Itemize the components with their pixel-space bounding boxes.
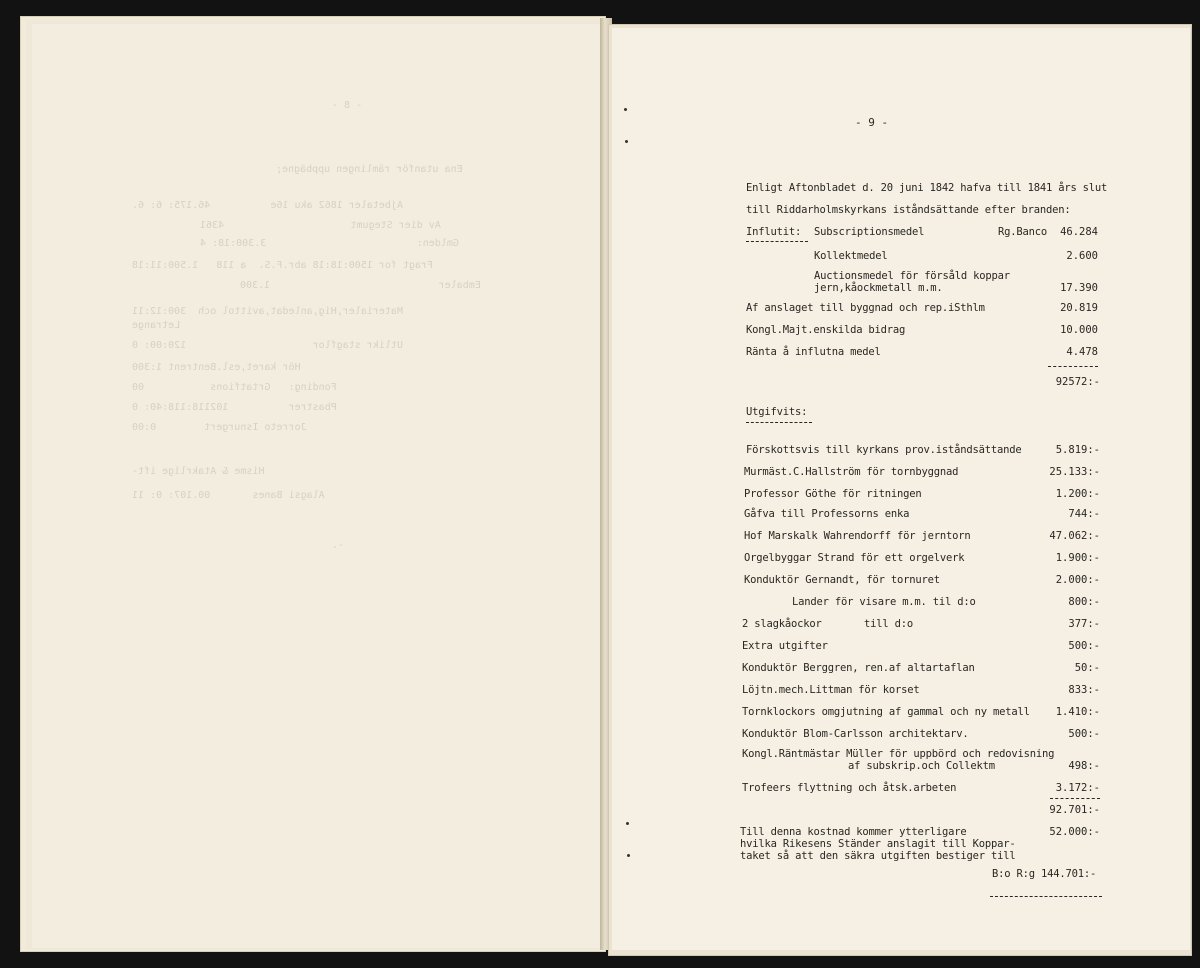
expense-amount: 3.172:- [1055, 782, 1100, 794]
ghost-line: Alagsi Banes 00.107: 0: 11 [132, 490, 391, 501]
intro-line: Enligt Aftonbladet d. 20 juni 1842 hafva till 1841 års slut [746, 182, 1108, 194]
expense-amount: 50:- [1074, 662, 1100, 674]
income-amount: 10.000 [1060, 324, 1098, 336]
expense-label: Konduktör Gernandt, för tornuret [744, 574, 940, 586]
extra-line: taket så att den säkra utgiften bestiger till [740, 850, 1016, 862]
extra-line: hvilka Rikesens Ständer anslagit till Koppar- [740, 838, 1016, 850]
expense-total: 92.701:- [1049, 804, 1100, 816]
expense-amount: 498:- [1068, 760, 1100, 772]
income-amount: 46.284 [1060, 226, 1098, 238]
expense-amount: 500:- [1068, 640, 1100, 652]
punch-hole [624, 108, 627, 111]
ghost-line: Pbastrer 102118:118:40: 0 [132, 402, 403, 413]
ghost-line: Materialer,Hig,anledat,avittol och 300:12:11 [132, 306, 403, 317]
expense-label: Extra utgifter [742, 640, 828, 652]
expense-amount: 1.200:- [1055, 488, 1100, 500]
income-heading: Influtit: [746, 226, 802, 238]
extra-line: Till denna kostnad kommer ytterligare [740, 826, 967, 838]
expense-label: Orgelbyggar Strand för ett orgelverk [744, 552, 965, 564]
heading-underline [746, 422, 812, 423]
expense-amount: 47.062:- [1049, 530, 1100, 542]
expense-label: Professor Göthe för ritningen [744, 488, 922, 500]
expense-label: Konduktör Blom-Carlsson architektarv. [742, 728, 969, 740]
income-currency: Rg.Banco [998, 226, 1047, 238]
ghost-line: Jorreto Isnurgert 0:00 [132, 422, 373, 433]
heading-underline [746, 241, 808, 242]
expense-label-b: till d:o [864, 618, 913, 630]
ghost-line: Ena utanför rämlingen uppbägne; [276, 164, 463, 175]
income-label: Ränta å influtna medel [746, 346, 881, 358]
punch-hole [625, 140, 628, 143]
sum-line [1050, 798, 1100, 799]
page-number: - 9 - [855, 116, 889, 129]
ghost-line: Ajbetaler 1862 aku 16e 46.175: 6: 6. [132, 200, 403, 211]
expense-amount: 2.000:- [1055, 574, 1100, 586]
expense-amount: 5.819:- [1055, 444, 1100, 456]
ghost-line: Hisme & Atakrlige ift- [132, 466, 373, 477]
expense-label: Kongl.Räntmästar Müller för uppbörd och redovisning [742, 748, 1055, 760]
expense-amount: 25.133:- [1049, 466, 1100, 478]
ghost-line: -. [332, 540, 459, 551]
income-label: Kongl.Majt.enskilda bidrag [746, 324, 906, 336]
expense-label: Trofeers flyttning och åtsk.arbeten [742, 782, 957, 794]
income-total: 92572:- [1055, 376, 1100, 388]
expense-label: 2 slagkåockor [742, 618, 822, 630]
expense-amount: 800:- [1068, 596, 1100, 608]
income-amount: 4.478 [1066, 346, 1098, 358]
income-label: Af anslaget till byggnad och rep.iSthlm [746, 302, 985, 314]
punch-hole [627, 854, 630, 857]
expense-label: Hof Marskalk Wahrendorff för jerntorn [744, 530, 971, 542]
expense-label: Gåfva till Professorns enka [744, 508, 910, 520]
expense-amount: 744:- [1068, 508, 1100, 520]
income-label: Kollektmedel [814, 250, 888, 262]
expense-amount: 377:- [1068, 618, 1100, 630]
ghost-line: Letrange [132, 320, 289, 331]
expense-amount: 1.410:- [1055, 706, 1100, 718]
expense-amount: 500:- [1068, 728, 1100, 740]
expense-amount: 1.900:- [1055, 552, 1100, 564]
ghost-line: Gmlden: 3.300:18: 4 [200, 238, 459, 249]
income-amount: 2.600 [1066, 250, 1098, 262]
expense-label-cont: af subskrip.och Collektm [848, 760, 995, 772]
expense-label: Förskottsvis till kyrkans prov.iståndsättande [746, 444, 1022, 456]
punch-hole [626, 822, 629, 825]
income-amount: 17.390 [1060, 282, 1098, 294]
expense-label: Murmäst.C.Hallström för tornbyggnad [744, 466, 959, 478]
left-page [32, 24, 602, 948]
ghost-line: Av dier Stegumt 4361 [200, 220, 441, 231]
ghost-line: Hör karet,esl.Bentrent 1:300 [132, 362, 367, 373]
ghost-line: Fragt for 1500:18:18 abr.F.S. a 118 1.500:11:18 [132, 260, 434, 271]
expense-label: Löjtn.mech.Littman för korset [742, 684, 920, 696]
expense-label: Konduktör Berggren, ren.af altartaflan [742, 662, 975, 674]
intro-line: till Riddarholmskyrkans iståndsättande efter branden: [746, 204, 1071, 216]
expense-amount: 833:- [1068, 684, 1100, 696]
grand-total: B:o R:g 144.701:- [992, 868, 1097, 880]
income-label: Auctionsmedel för försåld koppar [814, 270, 1010, 282]
expense-label: Lander för visare m.m. til d:o [792, 596, 976, 608]
extra-amount: 52.000:- [1049, 826, 1100, 838]
income-amount: 20.819 [1060, 302, 1098, 314]
ghost-line: Utlikr stagflor 120:00: 0 [132, 340, 403, 351]
income-label: Subscriptionsmedel [814, 226, 925, 238]
grand-total-underline [990, 896, 1102, 897]
left-page-header: - 8 - [332, 100, 363, 111]
sum-line [1048, 366, 1098, 367]
expense-label: Tornklockors omgjutning af gammal och ny metall [742, 706, 1030, 718]
income-label-cont: jern,kåockmetall m.m. [814, 282, 943, 294]
expense-heading: Utgifvits: [746, 406, 808, 418]
ghost-line: Fonding: Grtatfions 00 [132, 382, 337, 393]
ghost-line: Embaler 1.300 [240, 280, 481, 291]
